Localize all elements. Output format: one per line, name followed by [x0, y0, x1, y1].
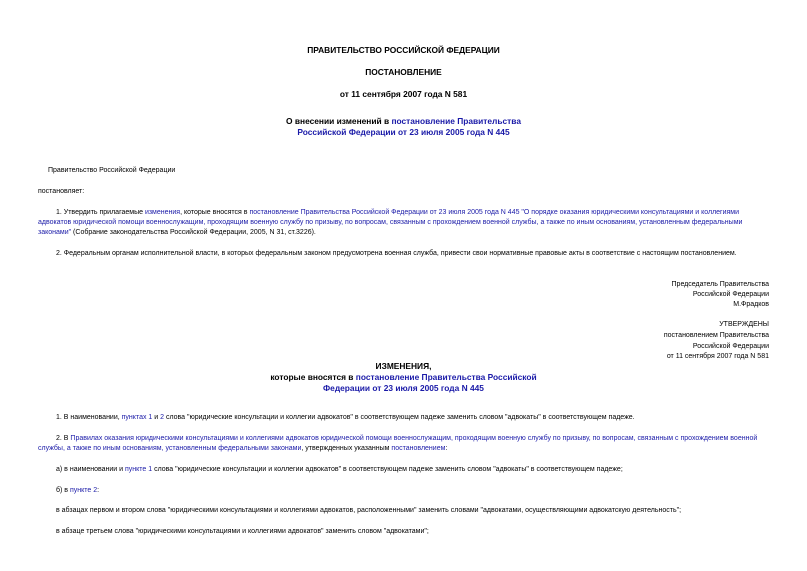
item-1-suffix: (Собрание законодательства Российской Федерации, 2005, N 31, ст.3226).	[71, 229, 316, 236]
signature-organization: Российской Федерации	[692, 291, 769, 298]
signature-position: Председатель Правительства	[671, 281, 769, 288]
link-decree-445-full[interactable]: постановление Правительства Российской Федерации от 23 июля 2005 года N 445 "О порядке оказания юридическими консультациями и коллегиями адвокатов юридической помощи военнослужащим, проходящим военную службу по призыву, по вопросам, связанным с прохождением военной службы, а также по иным основаниям, установленным федеральными законами"	[38, 209, 743, 236]
document-title-prefix: О внесении изменений в	[286, 116, 392, 126]
change-2b-subparagraph-2: в абзаце третьем слова "юридическими консультациями и коллегиями адвокатов" заменить словом "адвокатами";	[56, 528, 429, 535]
link-item-2-rules[interactable]: пункте 2	[69, 487, 98, 494]
changes-link-decree-445-continued[interactable]: Федерации от 23 июля 2005 года N 445	[323, 383, 484, 393]
change-2b-paragraph	[56, 486, 99, 496]
approved-label: УТВЕРЖДЕНЫ	[719, 321, 769, 328]
signature-name: М.Фрадков	[733, 301, 769, 308]
government-heading: ПРАВИТЕЛЬСТВО РОССИЙСКОЙ ФЕДЕРАЦИИ	[307, 45, 500, 55]
document-type-heading: ПОСТАНОВЛЕНИЕ	[365, 67, 442, 77]
change-2b-suffix: :	[97, 487, 100, 494]
change-2a-suffix: слова "юридические консультации и коллегии адвокатов" в соответствующем падеже заменить словом "адвокаты" в соответствующем падеже;	[152, 466, 623, 473]
document-date-number: от 11 сентября 2007 года N 581	[339, 89, 468, 99]
item-1-mid: , которые вносятся в	[180, 209, 250, 216]
change-2a-prefix: а) в наименовании и	[56, 466, 125, 473]
change-2-paragraph	[38, 434, 770, 454]
approved-organization: Российской Федерации	[692, 343, 769, 350]
changes-title: ИЗМЕНЕНИЯ,	[375, 361, 432, 371]
link-decree[interactable]: постановлением	[391, 445, 446, 452]
changes-subtitle-prefix: которые вносятся в	[270, 372, 356, 382]
item-1-paragraph	[38, 208, 770, 238]
change-1-and: и	[152, 414, 161, 421]
item-1-prefix: 1. Утвердить прилагаемые	[56, 209, 145, 216]
change-1-prefix: 1. В наименовании,	[56, 414, 122, 421]
document-title-line2	[0, 127, 807, 138]
decides-paragraph: постановляет:	[38, 188, 85, 195]
link-item-2[interactable]: 2	[160, 414, 165, 421]
change-2a-paragraph	[56, 465, 623, 475]
change-2-suffix: :	[445, 445, 448, 452]
change-2-mid: , утвержденных указанным	[301, 445, 392, 452]
link-rules[interactable]: Правилах оказания юридическими консультациями и коллегиями адвокатов юридической помощи военнослужащим, проходящим военную службу по призыву, по вопросам, связанным с прохождением военной службы, а также по иным основаниям, установленным федеральными законами	[38, 435, 758, 452]
changes-subtitle-line2	[0, 383, 807, 394]
approved-by: постановлением Правительства	[663, 332, 769, 339]
change-1-paragraph	[56, 413, 635, 423]
changes-subtitle	[0, 372, 807, 383]
approved-date-number: от 11 сентября 2007 года N 581	[666, 353, 769, 360]
title-link-decree-445-continued[interactable]: Российской Федерации от 23 июля 2005 года N 445	[297, 127, 510, 137]
changes-link-decree-445[interactable]: постановление Правительства Российской	[355, 372, 537, 382]
document-title	[0, 116, 807, 127]
change-2-prefix: 2. В	[56, 435, 71, 442]
link-items-1[interactable]: пунктах 1	[121, 414, 153, 421]
link-item-1[interactable]: пункте 1	[125, 466, 153, 473]
change-2b-subparagraph-1: в абзацах первом и втором слова "юридическими консультациями и коллегиями адвокатов, расположенными" заменить словами "адвокатами, осуществляющими адвокатскую деятельность";	[56, 507, 682, 514]
change-1-suffix: слова "юридические консультации и коллегии адвокатов" в соответствующем падеже заменить словом "адвокаты" в соответствующем падеже.	[164, 414, 635, 421]
change-2b-prefix: б) в	[56, 487, 70, 494]
item-2-paragraph: 2. Федеральным органам исполнительной власти, в которых федеральным законом предусмотрена военная служба, привести свои нормативные правовые акты в соответствие с настоящим постановлением.	[56, 250, 737, 257]
title-link-decree-445[interactable]: постановление Правительства	[391, 116, 521, 126]
link-changes[interactable]: изменения	[144, 209, 181, 216]
intro-paragraph: Правительство Российской Федерации	[48, 167, 176, 174]
